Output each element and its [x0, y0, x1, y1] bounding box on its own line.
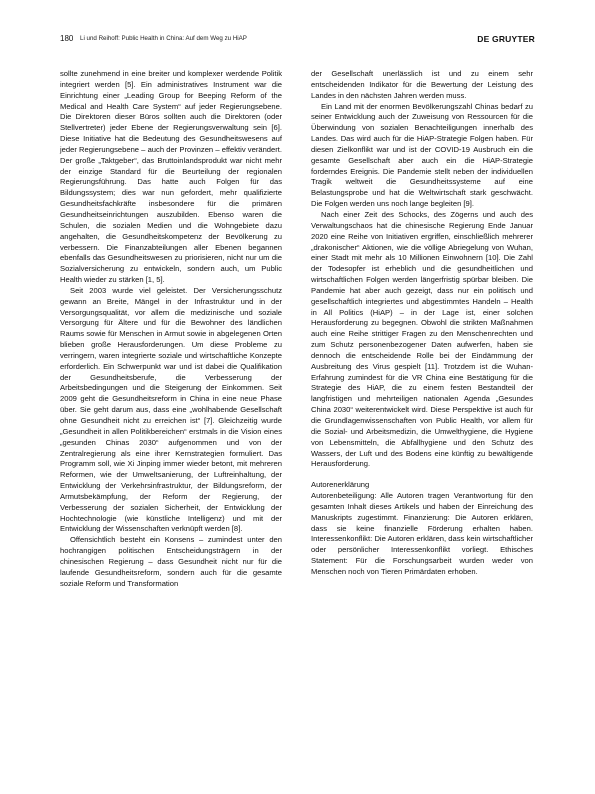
paragraph: Ein Land mit der enormen Bevölkerungszahl Chinas bedarf zu seiner Entwicklung auch der Zuweisung von Ressourcen für die Überwindung von sozialen Benachteiligungen innerhalb des Landes. Das wird auch für die HiAP-Strategie Folgen haben. Für diesen Zielkonflikt war und ist der COVID-19 Ausbruch ein die gesamte Gesellschaft aber auch ein die HiAP-Strategie forderndes Ereignis. Die Pandemie stellt neben der individuellen Tragik weltweit die Gesundheitssysteme auf eine Belastungsprobe und hat die Weltwirtschaft stark geschwächt. Die Folgen werden uns noch lange begleiten [9]. — [311, 101, 533, 209]
left-column — [60, 69, 282, 590]
section-heading: Autorenerklärung — [311, 480, 370, 490]
paragraph: Nach einer Zeit des Schocks, des Zögerns und auch des Verwaltungschaos hat die chinesische Regierung Ende Januar 2020 eine Reihe von Initiativen ergriffen, einschließlich mehrerer „drakonischer“ Aktionen, wie die völlige Abriegelung von Wuhan, einer Stadt mit mehr als 10 Millionen Einwohnern [10]. Die Zahl der Todesopfer ist erheblich und die gesundheitlichen und wirtschaftlichen Folgen werden längerfristig spürbar bleiben. Die Pandemie hat aber auch gezeigt, dass nur ein politisch und gesellschaftlich integriertes und abgestimmtes Handeln – Health in All Politics (HiAP) – in der Lage ist, einer solchen Herausforderung zu begegnen. Obwohl die strikten Maßnahmen auch eine Reihe strittiger Fragen zu den Menschenrechten und zum Schutz personenbezogener Daten aufwerfen, haben sie dennoch die entscheidende Rolle bei der Eindämmung der Ausbreitung des Virus gespielt [11]. Trotzdem ist die Wuhan-Erfahrung zumindest für die VR China eine Bestätigung für die Strategie des HiAP, die zu einem festen Bestandteil der langfristigen und mehrteiligen nationalen Agenda „Gesundes China 2030“ weiterentwickelt wird. Diese Perspektive ist auch für die Grundlagenwissenschaften von Public Health, vor allem für die Sozial- und Arbeitsmedizin, die Umwelthygiene, die Hygiene von Lebensmitteln, die Abfallhygiene und den Schutz des Wassers, der Luft und des Bodens eine künftig zu bewältigende Herausforderung. — [311, 209, 533, 469]
right-column — [311, 69, 533, 578]
paragraph: Offensichtlich besteht ein Konsens – zumindest unter den hochrangigen politischen Entscheidungsträgern in der chinesischen Regierung – dass Gesundheit nicht nur für die laufende Gesundheitsreform, sondern auch für die gesamte soziale Reform und Transformation — [60, 535, 282, 588]
paragraph: Autorenbeteiligung: Alle Autoren tragen Verantwortung für den gesamten Inhalt dieses Artikels und haben der Einreichung des Manuskripts zugestimmt. Finanzierung: Die Autoren erklären, dass sie keine finanzielle Förderung erhalten haben. Interessenkonflikt: Die Autoren erklären, dass kein wirtschaftlicher oder persönlicher Interessenkonflikt vorliegt. Ethisches Statement: Für die Forschungsarbeit wurden weder von Menschen noch von Tieren Primärdaten erhoben. — [311, 491, 533, 576]
paragraph: sollte zunehmend in eine breiter und komplexer werdende Politik integriert werden [5]. Ein administratives Instrument war die Einrichtung einer „Leading Group for Beeping Reform of the Medical and Health Care System“ auf jeder Regierungsebene. Die Direktoren dieser Büros sollten auch die Direktoren (oder Stellvertreter) jeder Ebene der Regierungsverwaltung sein [6]. Diese Initiative hat die Bedeutung des Gesundheitswesens auf jeder Regierungsebene – auch der Provinzen – effektiv verändert. Der große „Taktgeber“, das Bruttoinlandsprodukt war nicht mehr der einzige Standard für die Beurteilung der regionalen Regierungsführung. Das hatte auch Folgen für das Bildungssystem; dies war nun gefordert, mehr qualifizierte Gesundheitsfachkräfte insbesondere für die primären Gesundheitseinrichtungen auszubilden. Ebenso waren die Schulen, die sozialen Medien und die Wohngebiete dazu angehalten, die Gesundheitskompetenz der Bevölkerung zu verbessern. Die Finanzabteilungen aller Ebenen begannen ebenfalls das Gesundheitswesen zu priorisieren, nicht nur um die Sozialversicherung zu entwickeln, sondern auch, um Public Health wieder zu stärken [1, 5]. — [60, 69, 282, 285]
paragraph: Seit 2003 wurde viel geleistet. Der Versicherungsschutz gewann an Breite, Mängel in der Infrastruktur und in der Versorgungsqualität, vor allem die medizinische und soziale Versorgung für Ältere und für die Bewohner des ländlichen Raums sowie für Menschen in Armut sowie in abgelegenen Orten blieben große Herausforderungen. Um diese Probleme zu verringern, waren integrierte soziale und wirtschaftliche Konzepte erforderlich. Ein Schwerpunkt war und ist dabei die Qualifikation der Gesundheitsberufe, die Verbesserung der Arbeitsbedingungen und die Steigerung der Einkommen. Seit 2009 geht die Gesundheitsreform in China in eine neue Phase über. Sie geht darum aus, dass eine „wohlhabende Gesellschaft ohne Gesundheit nicht zu erreichen ist“ [7]. Gleichzeitig wurde „Gesundheit in allen Politikbereichen“ erstmals in die Vision eines „gesunden Chinas 2030“ aufgenommen und von der Zentralregierung als eine ihrer Kernstrategien formuliert. Das Programm soll, wie Xi Jinping immer wieder betont, mit mehreren Reformen, wie der Umweltsanierung, der Luftreinhaltung, der Entwicklung der Verkehrsinfrastruktur, der Bildungsreform, der Armutsbekämpfung, der Reform der Regierung, der Verbesserung der sozialen Sicherheit, der Entwicklung der Hochtechnologie (wie künstliche Intelligenz) und mit der Entwicklung der Wissenschaften verknüpft werden [8]. — [60, 285, 282, 534]
page-number: 180 — [60, 34, 74, 43]
running-title: Li und Reihoff: Public Health in China: Auf dem Weg zu HiAP — [80, 35, 247, 42]
author-statement-section — [311, 480, 533, 578]
paragraph: der Gesellschaft unerlässlich ist und zu einem sehr entscheidenden Indikator für die Bewertung der Leistung des Landes in den nächsten Jahren werden muss. — [311, 69, 533, 100]
page-header — [60, 33, 535, 45]
publisher-logo: DE GRUYTER — [477, 34, 535, 44]
